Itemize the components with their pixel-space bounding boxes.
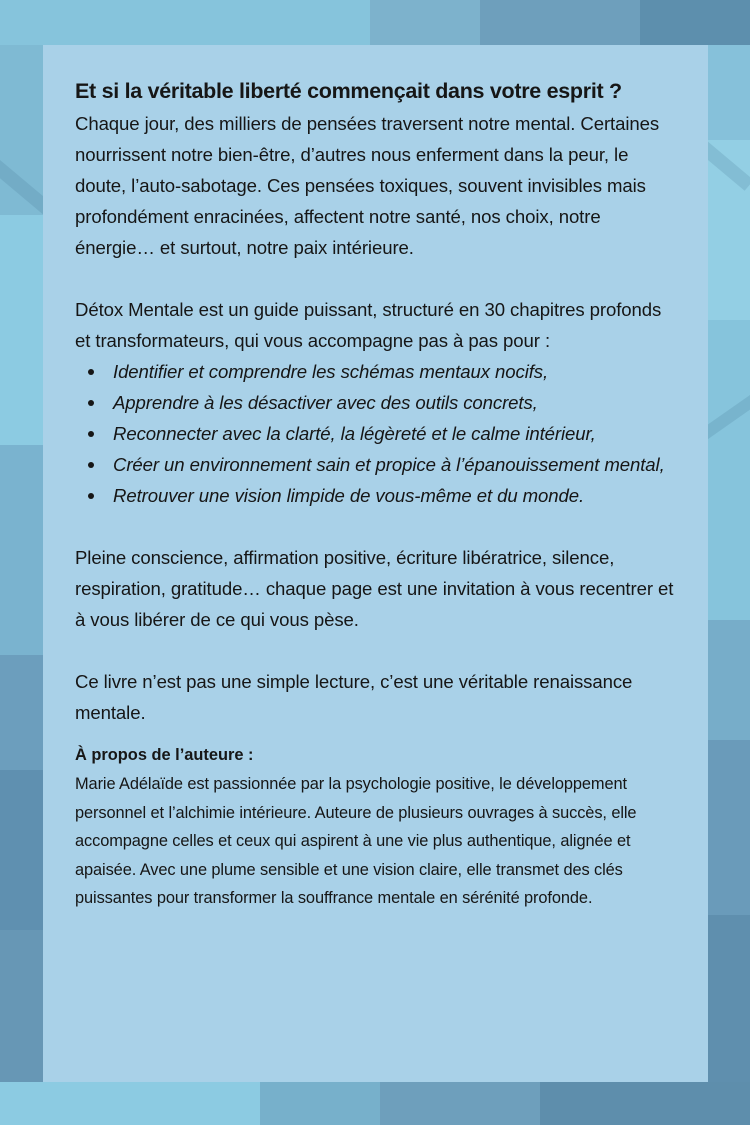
bullet-icon <box>88 369 94 375</box>
paragraph-spacer <box>75 635 680 666</box>
guide-intro-paragraph: Détox Mentale est un guide puissant, structuré en 30 chapitres profonds et transformateurs, qui vous accompagne pas à pas pour : <box>75 299 662 351</box>
list-item-text: Apprendre à les désactiver avec des outils concrets, <box>113 392 538 413</box>
benefits-list <box>75 356 680 511</box>
bullet-icon <box>88 431 94 437</box>
author-heading: À propos de l’auteure : <box>75 746 254 764</box>
list-item-text: Retrouver une vision limpide de vous-même et du monde. <box>113 485 585 506</box>
intro-paragraph: Chaque jour, des milliers de pensées traversent notre mental. Certaines nourrissent notre bien-être, d’autres nous enferment dans la peur, le doute, l’auto-sabotage. Ces pensées toxiques, souvent invisibles mais profondément enracinées, affectent notre santé, nos choix, notre énergie… et surtout, notre paix intérieure. <box>75 113 660 258</box>
closing-paragraph: Ce livre n’est pas une simple lecture, c’est une véritable renaissance mentale. <box>75 671 633 723</box>
back-cover-text-panel <box>43 45 708 1082</box>
paragraph-spacer <box>75 263 680 294</box>
bullet-icon <box>88 493 94 499</box>
list-item <box>75 480 680 511</box>
author-bio: Marie Adélaïde est passionnée par la psychologie positive, le développement personnel et l’alchimie intérieure. Auteure de plusieurs ouvrages à succès, elle accompagne celles et ceux qui aspirent à une vie plus authentique, alignée et apaisée. Avec une plume sensible et une vision claire, elle transmet des clés puissantes pour transformer la souffrance mentale en sérénité profonde. <box>75 775 637 907</box>
list-item <box>75 418 680 449</box>
list-item <box>75 356 680 387</box>
bullet-icon <box>88 462 94 468</box>
practices-paragraph: Pleine conscience, affirmation positive, écriture libératrice, silence, respiration, gratitude… chaque page est une invitation à vous recentrer et à vous libérer de ce qui vous pèse. <box>75 547 674 630</box>
list-item-text: Reconnecter avec la clarté, la légèreté et le calme intérieur, <box>113 423 596 444</box>
list-item <box>75 449 680 480</box>
list-item-text: Créer un environnement sain et propice à l’épanouissement mental, <box>113 454 665 475</box>
paragraph-spacer <box>75 511 680 542</box>
list-item-text: Identifier et comprendre les schémas mentaux nocifs, <box>113 361 549 382</box>
bullet-icon <box>88 400 94 406</box>
headline: Et si la véritable liberté commençait dans votre esprit ? <box>75 79 622 103</box>
list-item <box>75 387 680 418</box>
